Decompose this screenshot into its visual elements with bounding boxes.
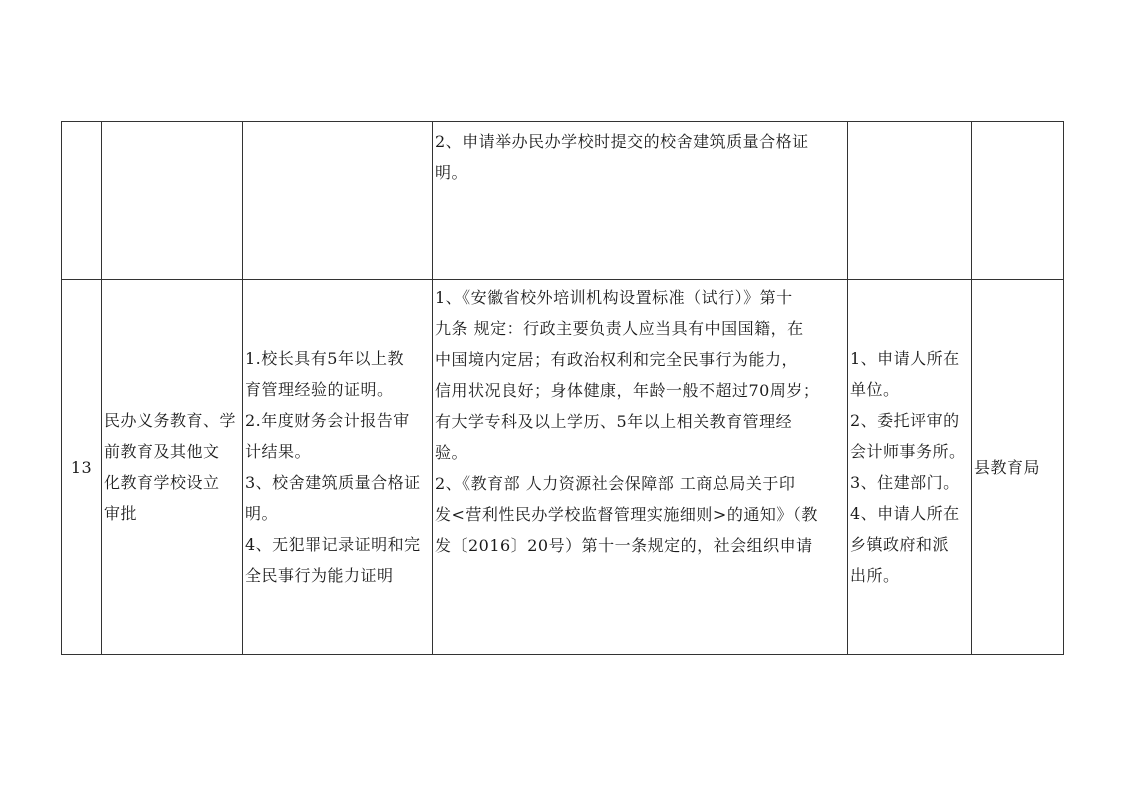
materials-cell: [243, 280, 433, 655]
materials-line: 4、无犯罪记录证明和完: [245, 535, 421, 554]
department-cell: 县教育局: [972, 280, 1064, 655]
materials-line: 2.年度财务会计报告审: [245, 411, 410, 430]
approval-items-table: [61, 121, 1064, 655]
legal-basis-cell: [433, 122, 848, 280]
item-name-line: 前教育及其他文: [104, 442, 220, 461]
item-name-cell: [102, 280, 243, 655]
item-name-cell: [102, 122, 243, 280]
issuing-org-cell: [848, 122, 972, 280]
materials-line: 3、校舍建筑质量合格证: [245, 473, 421, 492]
materials-line: 全民事行为能力证明: [245, 566, 394, 585]
item-name-line: 审批: [104, 504, 138, 523]
materials-line: 育管理经验的证明。: [245, 380, 394, 399]
materials-line: 计结果。: [245, 442, 312, 461]
legal-basis-line: 明。: [435, 163, 469, 182]
item-name-line: 化教育学校设立: [104, 473, 220, 492]
item-number-cell: 13: [62, 280, 102, 655]
item-name-line: 民办义务教育、学: [104, 411, 237, 430]
legal-basis-line: 信用状况良好；身体健康，年龄一般不超过70周岁；: [435, 381, 820, 400]
issuing-org-line: 4、申请人所在: [850, 504, 960, 523]
legal-basis-line: 发〔2016〕20号）第十一条规定的，社会组织申请: [435, 536, 813, 555]
issuing-org-line: 会计师事务所。: [850, 442, 966, 461]
issuing-org-cell: [848, 280, 972, 655]
legal-basis-cell: [433, 280, 848, 655]
legal-basis-line: 验。: [435, 443, 469, 462]
legal-basis-line: 1、《安徽省校外培训机构设置标准（试行）》第十: [435, 288, 793, 307]
materials-line: 1.校长具有5年以上教: [245, 349, 404, 368]
legal-basis-line: 2、申请举办民办学校时提交的校舍建筑质量合格证: [435, 132, 809, 151]
department-cell: [972, 122, 1064, 280]
issuing-org-line: 乡镇政府和派: [850, 535, 950, 554]
legal-basis-line: 发<营利性民办学校监督管理实施细则>的通知》（教: [435, 505, 818, 524]
legal-basis-line: 2、《教育部 人力资源社会保障部 工商总局关于印: [435, 474, 796, 493]
issuing-org-line: 出所。: [850, 566, 900, 585]
item-number-cell: [62, 122, 102, 280]
legal-basis-line: 中国境内定居；有政治权利和完全民事行为能力，: [435, 350, 799, 369]
legal-basis-line: 有大学专科及以上学历、5年以上相关教育管理经: [435, 412, 793, 431]
issuing-org-line: 1、申请人所在: [850, 349, 960, 368]
issuing-org-line: 2、委托评审的: [850, 411, 960, 430]
legal-basis-line: 九条 规定：行政主要负责人应当具有中国国籍，在: [435, 319, 804, 338]
table-row-13: [62, 280, 1064, 655]
table-row-continued: [62, 122, 1064, 280]
materials-line: 明。: [245, 504, 279, 523]
issuing-org-line: 3、住建部门。: [850, 473, 960, 492]
issuing-org-line: 单位。: [850, 380, 900, 399]
materials-cell: [243, 122, 433, 280]
